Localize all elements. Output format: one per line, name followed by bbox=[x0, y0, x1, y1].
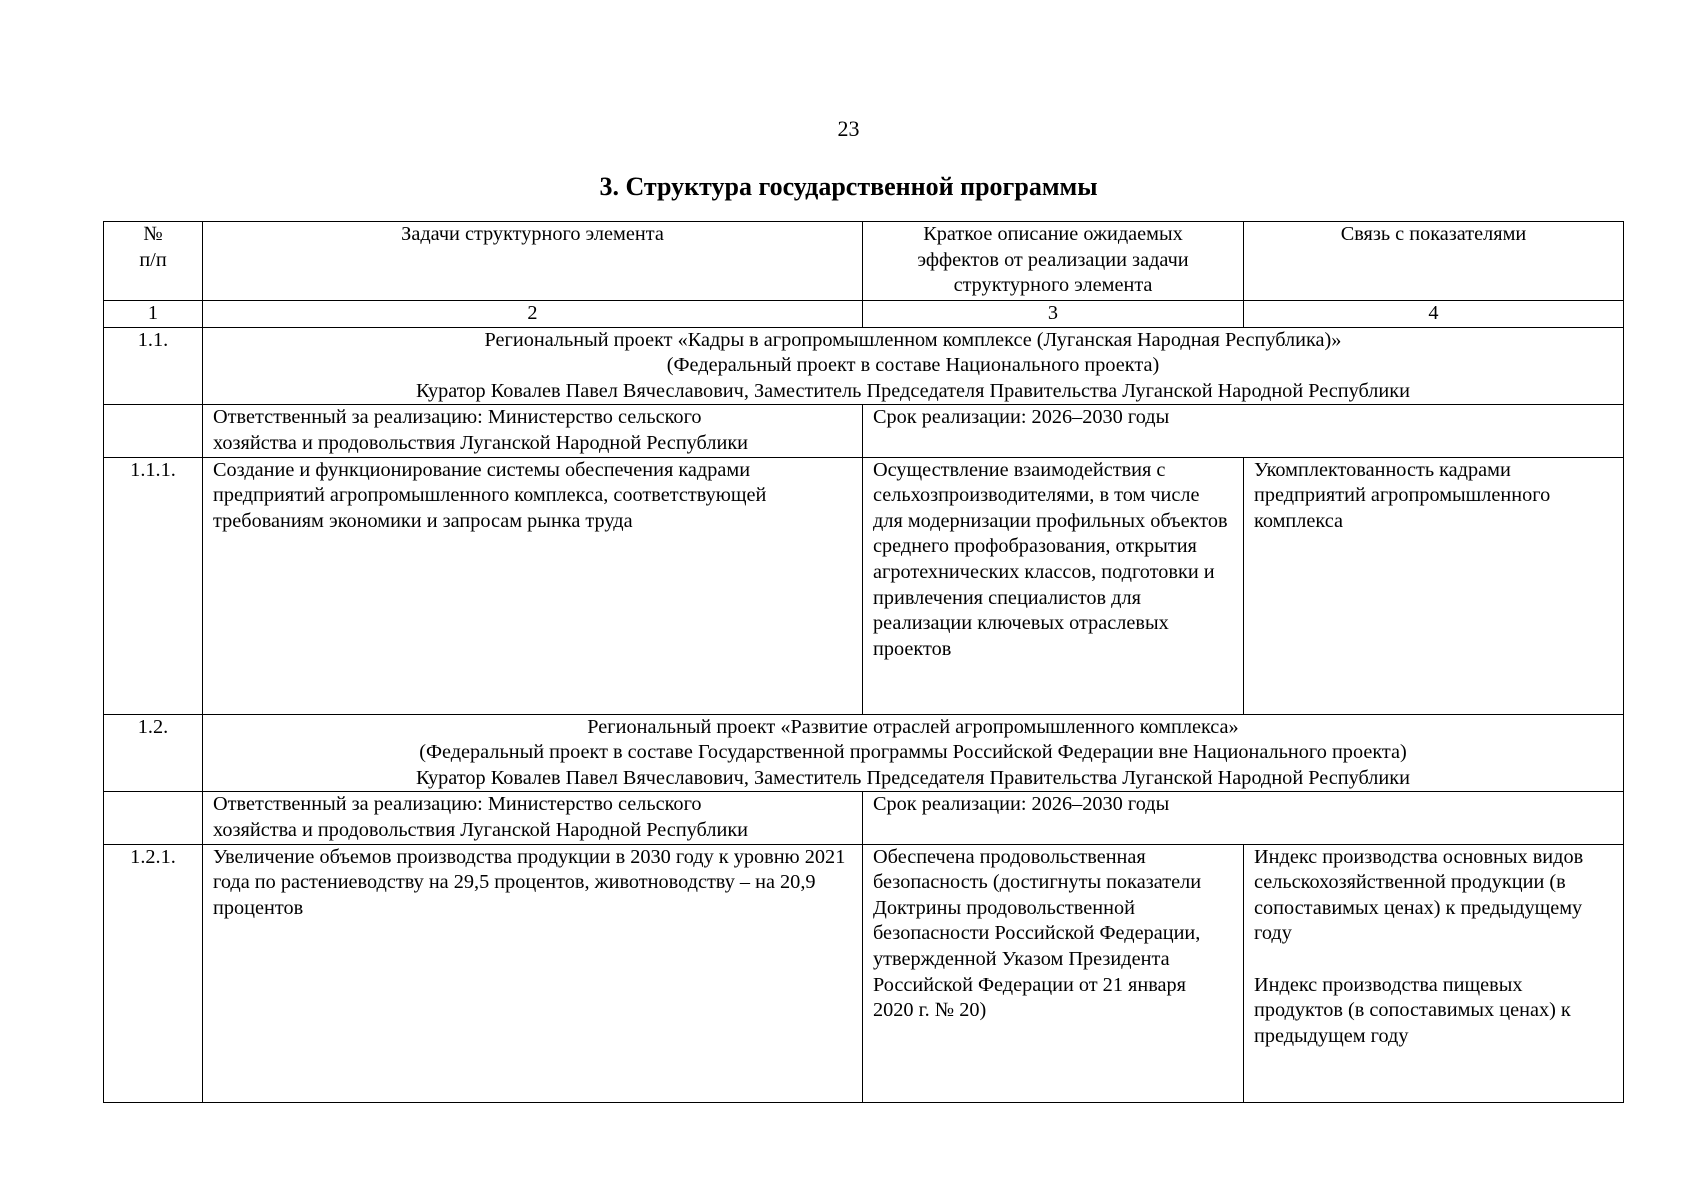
header-number bbox=[104, 222, 203, 301]
indicator: Индекс производства пищевых продуктов (в сопоставимых ценах) к предыдущем году bbox=[1254, 973, 1571, 1047]
task-indicators bbox=[1244, 844, 1624, 1102]
project-title: Региональный проект «Развитие отраслей агропромышленного комплекса» bbox=[587, 715, 1239, 738]
task-effects: Осуществление взаимодействия с сельхозпроизводителями, в том числе для модернизации профильных объектов среднего профобразования, открытия агротехнических классов, подготовки и привлечения специалистов для реализации ключевых отраслевых проектов bbox=[863, 457, 1244, 714]
responsible-row bbox=[104, 405, 1624, 457]
task-effects-text: Обеспечена продовольственная безопасность (достигнуты показатели Доктрины продовольственной безопасности Российской Федерации, утвержденной Указом Президента Российской Федерации от 21 января 2020 г. № 20) bbox=[873, 845, 1202, 1022]
task-indicators bbox=[1244, 457, 1624, 714]
header-effects bbox=[863, 222, 1244, 301]
project-title: Региональный проект «Кадры в агропромышленном комплексе (Луганская Народная Республика)» bbox=[484, 328, 1342, 351]
project-type: (Федеральный проект в составе Государственной программы Российской Федерации вне Национального проекта) bbox=[419, 741, 1407, 764]
term-cell: Срок реализации: 2026–2030 годы bbox=[863, 405, 1624, 457]
column-number: 2 bbox=[203, 301, 863, 328]
header-indicators: Связь с показателями bbox=[1244, 222, 1624, 301]
responsible-row bbox=[104, 792, 1624, 844]
table-header-row bbox=[104, 222, 1624, 301]
task-row bbox=[104, 457, 1624, 714]
indicator: Индекс производства основных видов сельскохозяйственной продукции (в сопоставимых ценах) к предыдущему году bbox=[1254, 845, 1584, 945]
page-number: 23 bbox=[837, 116, 860, 141]
task-effects bbox=[863, 844, 1244, 1102]
project-type: (Федеральный проект в составе Национального проекта) bbox=[666, 354, 1160, 377]
project-cell bbox=[203, 327, 1624, 405]
column-number: 1 bbox=[104, 301, 203, 328]
header-tasks: Задачи структурного элемента bbox=[203, 222, 863, 301]
empty-cell bbox=[104, 792, 203, 844]
term-cell: Срок реализации: 2026–2030 годы bbox=[863, 792, 1624, 844]
page-title: 3. Структура государственной программы bbox=[599, 172, 1098, 201]
column-number-row bbox=[104, 301, 1624, 328]
program-structure-table bbox=[103, 221, 1624, 1103]
responsible-cell bbox=[203, 792, 863, 844]
column-number: 4 bbox=[1244, 301, 1624, 328]
section-number: 1.2. bbox=[104, 714, 203, 792]
project-row bbox=[104, 714, 1624, 792]
project-cell bbox=[203, 714, 1624, 792]
responsible-text: Ответственный за реализацию: Министерство сельского хозяйства и продовольствия Луганской Народной Республики bbox=[213, 793, 749, 841]
indicator: Укомплектованность кадрами предприятий агропромышленного комплекса bbox=[1254, 458, 1551, 532]
task-number: 1.1.1. bbox=[104, 457, 203, 714]
responsible-text: Ответственный за реализацию: Министерство сельского хозяйства и продовольствия Луганской Народной Республики bbox=[213, 406, 749, 454]
section-number: 1.1. bbox=[104, 327, 203, 405]
column-number: 3 bbox=[863, 301, 1244, 328]
task-row bbox=[104, 844, 1624, 1102]
task-number: 1.2.1. bbox=[104, 844, 203, 1102]
project-curator: Куратор Ковалев Павел Вячеславович, Заместитель Председателя Правительства Луганской Народной Республики bbox=[416, 379, 1410, 402]
responsible-cell bbox=[203, 405, 863, 457]
project-curator: Куратор Ковалев Павел Вячеславович, Заместитель Председателя Правительства Луганской Народной Республики bbox=[416, 766, 1410, 789]
task-text: Увеличение объемов производства продукции в 2030 году к уровню 2021 года по растениеводству на 29,5 процентов, животноводству – на 20,9 процентов bbox=[203, 844, 863, 1102]
project-row bbox=[104, 327, 1624, 405]
task-text: Создание и функционирование системы обеспечения кадрами предприятий агропромышленного комплекса, соответствующей требованиям экономики и запросам рынка труда bbox=[203, 457, 863, 714]
empty-cell bbox=[104, 405, 203, 457]
header-effects-label: Краткое описание ожидаемых эффектов от реализации задачи структурного элемента bbox=[917, 223, 1189, 297]
header-number-label: № п/п bbox=[139, 223, 167, 271]
